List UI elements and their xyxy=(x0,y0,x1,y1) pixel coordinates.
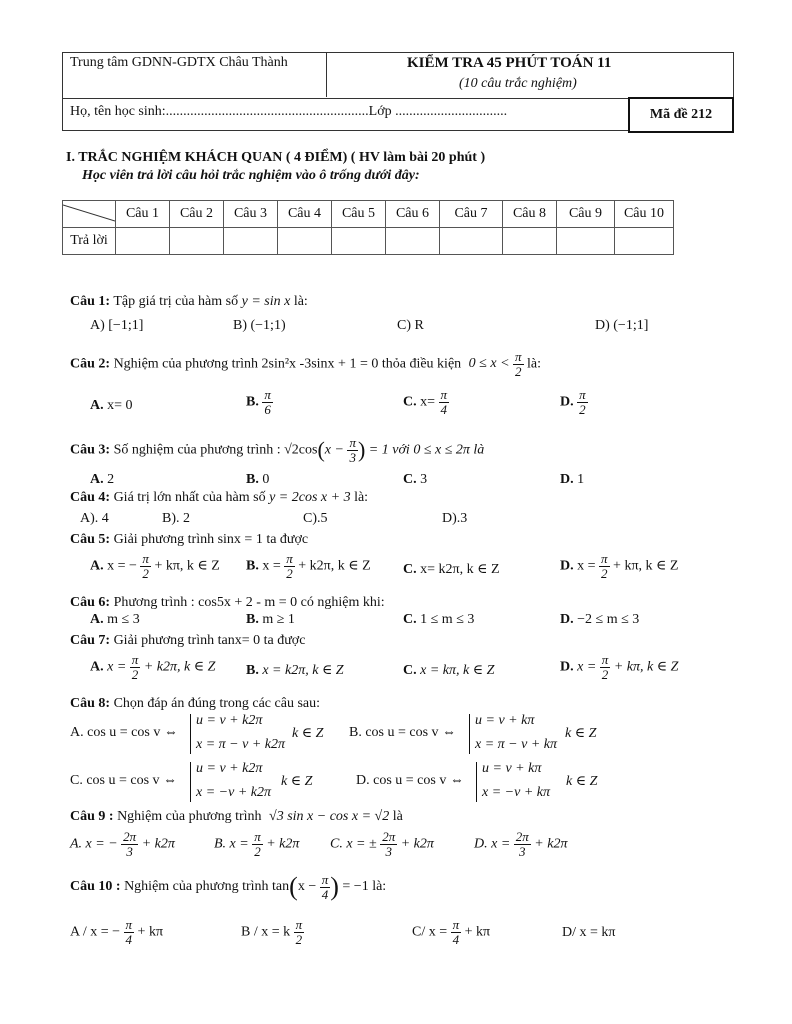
answer-cell[interactable] xyxy=(440,228,503,255)
bracket xyxy=(190,714,191,754)
question-text: Số nghiệm của phương trình : xyxy=(113,442,281,458)
option-b: B) (−1;1) xyxy=(233,318,286,333)
math-expr: y = sin x xyxy=(241,294,291,309)
option-text: D. x = xyxy=(474,836,511,852)
numerator: π xyxy=(125,917,133,932)
math-expr-tail: = −1 là: xyxy=(342,879,387,895)
option-text: + k2π, k ∈ Z xyxy=(143,659,216,675)
option-a xyxy=(90,472,114,488)
bracket xyxy=(469,714,470,754)
question-text: Nghiệm của phương trình xyxy=(117,809,262,824)
bracket xyxy=(190,762,191,802)
denominator: 2 xyxy=(286,565,293,581)
numerator: π xyxy=(321,871,329,887)
header-divider xyxy=(326,52,327,97)
question-text: Giải phương trình sinx = 1 ta được xyxy=(113,532,309,547)
answer-header-cell: Câu 10 xyxy=(615,201,674,228)
question-5 xyxy=(70,532,308,548)
exam-title: KIỂM TRA 45 PHÚT TOÁN 11 xyxy=(407,55,612,71)
answer-cell[interactable] xyxy=(278,228,332,255)
question-text: Nghiệm của phương trình tan xyxy=(124,879,290,895)
question-6 xyxy=(70,595,385,611)
option-text: m ≥ 1 xyxy=(262,612,295,627)
question-label: Câu 3: xyxy=(70,442,111,458)
option-text: x = k2π, k ∈ Z xyxy=(262,663,344,678)
answer-table-header-row xyxy=(63,201,674,228)
question-label: Câu 8: xyxy=(70,696,111,711)
math-condition: 0 ≤ x < xyxy=(468,356,510,372)
option-label: A. xyxy=(90,558,104,574)
question-label: Câu 10 : xyxy=(70,879,121,895)
option-c xyxy=(403,472,427,488)
exam-subtitle: (10 câu trắc nghiệm) xyxy=(459,76,577,91)
option-line-2: x = −v + kπ xyxy=(482,785,550,800)
question-label: Câu 6: xyxy=(70,595,111,610)
option-line-1: u = v + k2π xyxy=(196,761,263,776)
fraction xyxy=(600,653,611,681)
option-text: m ≤ 3 xyxy=(107,612,140,627)
numerator: π xyxy=(254,829,261,844)
denominator: 3 xyxy=(519,843,526,859)
math-expr: y = 2cos x + 3 xyxy=(269,490,351,505)
math-expr: √3 sin x − cos x = √2 xyxy=(269,809,390,824)
numerator: π xyxy=(579,387,586,402)
option-d: D. cos u = cos v ⇔ xyxy=(356,773,464,788)
denominator: 2 xyxy=(579,401,586,417)
option-line-2: x = π − v + kπ xyxy=(475,737,558,752)
section-instruction: Học viên trả lời câu hỏi trắc nghiệm vào ô trống dưới đây: xyxy=(82,168,420,183)
question-label: Câu 7: xyxy=(70,633,111,648)
denominator: 4 xyxy=(452,931,460,947)
option-c xyxy=(403,612,474,628)
fraction xyxy=(577,388,588,416)
option-label: B. xyxy=(246,663,259,678)
answer-table xyxy=(62,200,674,255)
option-b xyxy=(246,472,269,488)
fraction xyxy=(380,830,397,858)
answer-header-cell: Câu 9 xyxy=(557,201,615,228)
numerator: π xyxy=(515,349,522,364)
math-x: x − xyxy=(324,442,344,458)
option-c xyxy=(403,388,449,416)
denominator: 4 xyxy=(440,401,448,417)
denominator: 6 xyxy=(264,401,271,417)
question-4 xyxy=(70,490,368,506)
option-d: D/ x = kπ xyxy=(562,925,616,940)
numerator: 2π xyxy=(123,829,137,844)
numerator: π xyxy=(452,917,460,932)
answer-cell[interactable] xyxy=(116,228,170,255)
option-text: 2 xyxy=(107,472,115,487)
option-kz: k ∈ Z xyxy=(292,726,324,741)
option-text: A. x = − xyxy=(70,836,118,852)
fraction xyxy=(451,918,462,946)
denominator: 2 xyxy=(515,363,522,379)
option-a: A. cos u = cos v ⇔ xyxy=(70,725,178,740)
option-label: B. xyxy=(246,558,259,574)
numerator: π xyxy=(286,551,293,566)
question-8 xyxy=(70,696,320,712)
option-b xyxy=(214,830,299,858)
question-tail: là xyxy=(392,809,403,824)
fraction xyxy=(347,436,358,464)
option-line-1: u = v + kπ xyxy=(475,713,535,728)
answer-header-cell: Câu 4 xyxy=(278,201,332,228)
option-label: C. xyxy=(403,472,417,487)
option-a xyxy=(90,552,220,580)
denominator: 2 xyxy=(601,565,608,581)
option-b xyxy=(246,662,344,679)
answer-cell[interactable] xyxy=(170,228,224,255)
option-a xyxy=(90,612,140,628)
question-1 xyxy=(70,294,308,310)
question-text: Nghiệm của phương trình 2sin²x -3sinx + 1 = 0 thỏa điều kiện xyxy=(113,356,462,372)
fraction xyxy=(284,552,295,580)
option-label: C. xyxy=(403,562,417,577)
option-text: + kπ xyxy=(464,924,491,940)
denominator: 2 xyxy=(142,565,149,581)
option-b xyxy=(246,388,273,416)
option-text: + k2π xyxy=(141,836,175,852)
denominator: 4 xyxy=(321,886,329,902)
option-text: x = xyxy=(577,659,597,675)
answer-cell[interactable] xyxy=(615,228,674,255)
option-b xyxy=(241,918,304,946)
answer-header-cell: Câu 2 xyxy=(170,201,224,228)
option-text: C/ x = xyxy=(412,924,448,940)
option-text: x = xyxy=(107,659,127,675)
student-name-line: Họ, tên học sinh:..........................................................Lớp ................................ xyxy=(70,104,508,119)
denominator: 3 xyxy=(349,449,356,465)
answer-row-label: Trả lời xyxy=(63,228,116,255)
option-text: + kπ, k ∈ Z xyxy=(154,558,220,574)
option-line-1: u = v + kπ xyxy=(482,761,542,776)
answer-cell[interactable] xyxy=(224,228,278,255)
question-tail: là: xyxy=(527,356,542,372)
fraction xyxy=(252,830,263,858)
option-label: C. xyxy=(403,394,417,410)
option-d: D).3 xyxy=(442,511,468,526)
question-2 xyxy=(70,350,541,378)
fraction xyxy=(320,873,331,901)
option-text: + kπ, k ∈ Z xyxy=(613,659,679,675)
option-kz: k ∈ Z xyxy=(281,774,313,789)
exam-code: Mã đề 212 xyxy=(628,97,734,133)
option-text: C. x = ± xyxy=(330,836,377,852)
option-label: A. xyxy=(90,659,104,675)
option-label: C. xyxy=(403,612,417,627)
question-text: Phương trình : cos5x + 2 - m = 0 có nghiệm khi: xyxy=(113,595,385,610)
math-x: x − xyxy=(297,879,317,895)
option-c xyxy=(403,561,500,578)
option-d xyxy=(560,388,588,416)
option-text: + k2π, k ∈ Z xyxy=(298,558,371,574)
option-a xyxy=(90,653,215,681)
bracket xyxy=(476,762,477,802)
question-label: Câu 2: xyxy=(70,356,111,372)
option-c: C. cos u = cos v ⇔ xyxy=(70,773,178,788)
numerator: 2π xyxy=(382,829,396,844)
option-text: B / x = k xyxy=(241,924,291,940)
answer-header-cell: Câu 7 xyxy=(440,201,503,228)
option-c xyxy=(412,918,490,946)
option-label: C. xyxy=(403,663,417,678)
math-expr: √2cos xyxy=(284,442,318,458)
numerator: π xyxy=(295,917,303,932)
denominator: 3 xyxy=(126,843,133,859)
option-label: B. xyxy=(246,394,259,410)
option-line-2: x = π − v + k2π xyxy=(196,737,286,752)
option-text: A / x = − xyxy=(70,924,121,940)
option-c: C).5 xyxy=(303,511,328,526)
fraction xyxy=(439,388,450,416)
answer-table-corner xyxy=(63,201,116,228)
numerator: 2π xyxy=(515,829,529,844)
question-label: Câu 9 : xyxy=(70,809,114,824)
option-text: + k2π xyxy=(400,836,434,852)
numerator: π xyxy=(349,435,356,450)
question-text: Giá trị lớn nhất của hàm số xyxy=(113,490,266,505)
option-label: D. xyxy=(560,472,574,487)
answer-cell[interactable] xyxy=(557,228,615,255)
option-text: + k2π xyxy=(534,836,568,852)
option-label: D. xyxy=(560,394,574,410)
fraction xyxy=(140,552,151,580)
question-9 xyxy=(70,809,403,825)
question-tail: là: xyxy=(293,294,308,309)
option-a xyxy=(90,398,133,414)
question-3: Câu 3: Số nghiệm của phương trình : √2cos(x − $\frac{\pi}{3}$ ) = 1 với 0 ≤ x ≤ 2π là xyxy=(70,435,485,465)
fraction xyxy=(294,918,305,946)
numerator: π xyxy=(601,652,609,667)
school-name: Trung tâm GDNN-GDTX Châu Thành xyxy=(70,55,288,70)
option-d xyxy=(560,472,584,488)
option-label: B. xyxy=(246,612,259,627)
option-text: x = − xyxy=(107,558,137,574)
section-heading: I. TRẮC NGHIỆM KHÁCH QUAN ( 4 ĐIỂM) ( HV làm bài 20 phút ) xyxy=(66,150,486,165)
option-label: D. xyxy=(560,659,574,675)
question-tail: là: xyxy=(354,490,369,505)
option-text: x= 0 xyxy=(107,398,133,413)
option-d xyxy=(474,830,567,858)
option-b: B. cos u = cos v ⇔ xyxy=(349,725,457,740)
option-text: x= xyxy=(420,394,436,410)
option-d: D) (−1;1] xyxy=(595,318,649,333)
question-label: Câu 5: xyxy=(70,532,111,547)
option-d xyxy=(560,612,639,628)
fraction xyxy=(599,552,610,580)
numerator: π xyxy=(142,551,149,566)
option-a: A) [−1;1] xyxy=(90,318,144,333)
option-d xyxy=(560,653,678,681)
option-a xyxy=(70,918,163,946)
option-text: + kπ xyxy=(137,924,164,940)
numerator: π xyxy=(601,551,608,566)
denominator: 4 xyxy=(125,931,133,947)
option-label: A. xyxy=(90,472,104,487)
question-text: Chọn đáp án đúng trong các câu sau: xyxy=(113,696,321,711)
fraction xyxy=(514,830,531,858)
option-text: x = xyxy=(262,558,281,574)
option-label: A. xyxy=(90,612,104,627)
denominator: 3 xyxy=(385,843,392,859)
numerator: π xyxy=(440,387,448,402)
option-text: + kπ, k ∈ Z xyxy=(613,558,679,574)
option-kz: k ∈ Z xyxy=(566,774,598,789)
answer-cell[interactable] xyxy=(386,228,440,255)
option-label: B. xyxy=(246,472,259,487)
option-text: x = xyxy=(577,558,596,574)
question-7 xyxy=(70,633,305,649)
math-expr-tail: = 1 với 0 ≤ x ≤ 2π là xyxy=(368,442,485,458)
numerator: π xyxy=(264,387,271,402)
option-text: 3 xyxy=(420,472,428,487)
diagonal-line xyxy=(63,201,115,227)
fraction xyxy=(513,350,524,378)
option-c: C) R xyxy=(397,318,424,333)
option-text: −2 ≤ m ≤ 3 xyxy=(577,612,640,627)
option-a xyxy=(70,830,175,858)
numerator: π xyxy=(131,652,139,667)
option-label: A. xyxy=(90,398,104,413)
answer-header-cell: Câu 1 xyxy=(116,201,170,228)
denominator: 2 xyxy=(131,666,139,682)
answer-header-cell: Câu 3 xyxy=(224,201,278,228)
question-text: Giải phương trình tanx= 0 ta được xyxy=(113,633,306,648)
question-label: Câu 4: xyxy=(70,490,111,505)
option-line-2: x = −v + k2π xyxy=(196,785,271,800)
option-b xyxy=(246,612,295,628)
option-line-1: u = v + k2π xyxy=(196,713,263,728)
question-text: Tập giá trị của hàm số xyxy=(113,294,239,309)
answer-header-cell: Câu 8 xyxy=(503,201,557,228)
question-10: Câu 10 : Nghiệm của phương trình tan(x − $\frac{\pi}{4}$ ) = −1 là: xyxy=(70,871,387,902)
answer-cell[interactable] xyxy=(332,228,386,255)
answer-row xyxy=(63,228,674,255)
option-b xyxy=(246,552,371,580)
denominator: 2 xyxy=(295,931,303,947)
option-text: 1 xyxy=(577,472,585,487)
option-kz: k ∈ Z xyxy=(565,726,597,741)
denominator: 2 xyxy=(254,843,261,859)
option-label: D. xyxy=(560,612,574,627)
fraction xyxy=(130,653,141,681)
answer-cell[interactable] xyxy=(503,228,557,255)
option-text: x= k2π, k ∈ Z xyxy=(420,562,500,577)
answer-header-cell: Câu 6 xyxy=(386,201,440,228)
answer-header-cell: Câu 5 xyxy=(332,201,386,228)
option-a: A). 4 xyxy=(80,511,109,526)
fraction xyxy=(124,918,135,946)
option-b: B). 2 xyxy=(162,511,190,526)
option-text: + k2π xyxy=(266,836,300,852)
option-text: 0 xyxy=(262,472,270,487)
question-label: Câu 1: xyxy=(70,294,111,309)
option-d xyxy=(560,552,678,580)
fraction xyxy=(121,830,138,858)
option-text: 1 ≤ m ≤ 3 xyxy=(420,612,475,627)
option-c xyxy=(403,662,494,679)
fraction xyxy=(262,388,273,416)
denominator: 2 xyxy=(601,666,609,682)
option-text: B. x = xyxy=(214,836,249,852)
option-label: D. xyxy=(560,558,574,574)
option-c xyxy=(330,830,434,858)
option-text: x = kπ, k ∈ Z xyxy=(420,663,495,678)
